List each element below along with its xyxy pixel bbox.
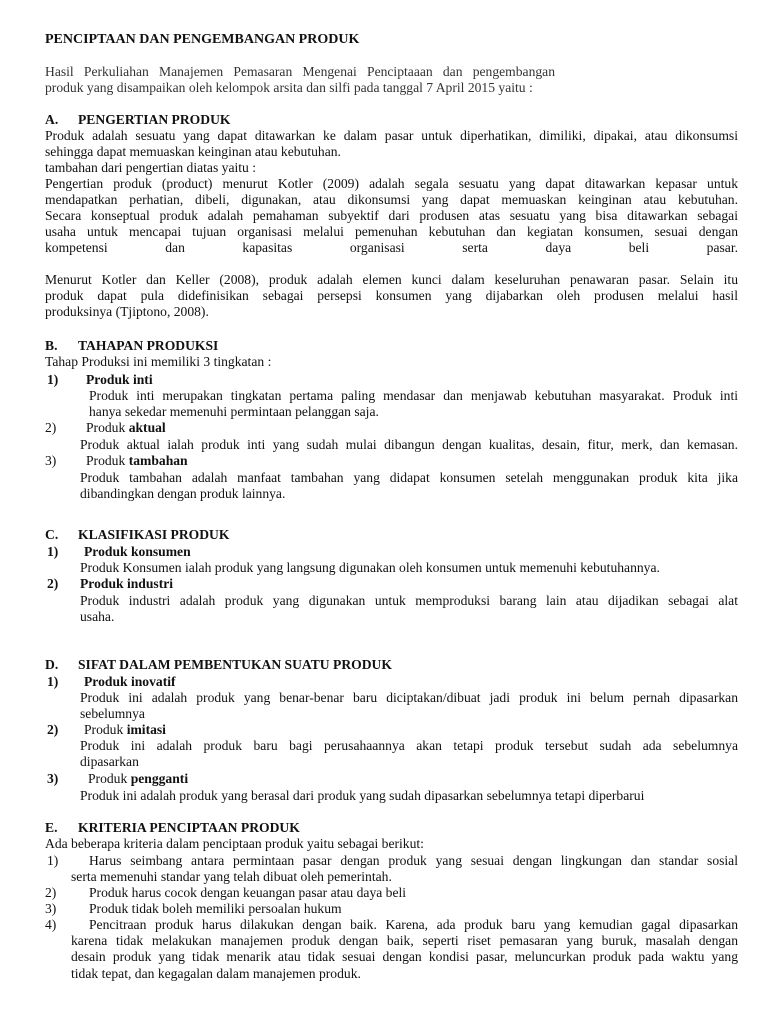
list-item-text: Pencitraan produk harus dilakukan dengan baik. Karena, ada produk baru yang kemudian gagal dipasarkan [89, 917, 738, 932]
list-item-text: dipasarkan [80, 754, 139, 769]
list-item-text: desain produk yang tidak menarik atau tidak sesuai dengan kondisi pasar, meluncurkan produk pada waktu yang [71, 949, 738, 964]
list-item-text: sebelumnya [80, 706, 145, 721]
list-item-text: Produk tidak boleh memiliki persoalan hukum [89, 901, 342, 916]
list-number: 3) [45, 453, 57, 468]
section-a-heading [45, 112, 230, 128]
list-number: 1) [47, 544, 59, 559]
section-e-heading [45, 820, 300, 836]
section-a-letter: A. [45, 112, 59, 127]
list-item-text: usaha. [80, 609, 115, 624]
section-c-heading [45, 527, 229, 543]
list-number: 3) [45, 901, 57, 916]
list-number: 2) [47, 722, 59, 737]
list-number: 2) [45, 420, 57, 435]
list-item-text: Harus seimbang antara permintaan pasar dengan produk yang sesuai dengan lingkungan dan standar sosial [89, 853, 738, 868]
list-item-text: hanya sekedar memenuhi permintaan pelanggan saja. [89, 404, 379, 419]
list-item-title: Produk pengganti [88, 771, 189, 786]
section-a-line: Produk adalah sesuatu yang dapat ditawarkan ke dalam pasar untuk diperhatikan, dimiliki, dipakai, atau dikonsumsi [45, 128, 738, 143]
list-item-text: tidak tepat, dan kegagalan dalam manajemen produk. [71, 966, 361, 981]
list-item-text: Produk tambahan adalah manfaat tambahan yang didapat konsumen setelah menggunakan produk kita jika [80, 470, 738, 485]
section-b-letter: B. [45, 338, 58, 353]
list-item-text: serta memenuhi standar yang telah dibuat oleh pemerintah. [71, 869, 392, 884]
list-number: 2) [45, 885, 57, 900]
section-a-line: sehingga dapat memuaskan keinginan atau kebutuhan. [45, 144, 341, 159]
section-a-line: mendapatkan perhatian, dibeli, digunakan, atau dikonsumsi yang dapat memuaskan keinginan atau kebutuhan. [45, 192, 738, 207]
list-item-title: Produk tambahan [86, 453, 188, 468]
section-a-line: kompetensi dan kapasitas organisasi serta daya beli pasar. [45, 240, 738, 255]
list-item-text: Produk industri adalah produk yang digunakan untuk memproduksi barang lain atau dijadikan sebagai alat [80, 593, 738, 608]
section-a-line: Secara konseptual produk adalah pemahaman subyektif dari produsen atas sesuatu yang bisa ditawarkan sebagai [45, 208, 738, 223]
section-e-title: KRITERIA PENCIPTAAN PRODUK [78, 820, 300, 835]
section-d-letter: D. [45, 657, 59, 672]
list-number: 2) [47, 576, 59, 591]
list-item-title: Produk inovatif [84, 674, 176, 689]
section-b-heading [45, 338, 218, 354]
list-number: 1) [47, 674, 59, 689]
list-item-text: Produk ini adalah produk yang benar-benar baru diciptakan/dibuat jadi produk ini belum pernah dipasarkan [80, 690, 738, 705]
section-b-title: TAHAPAN PRODUKSI [78, 338, 219, 353]
list-item-title: Produk konsumen [84, 544, 191, 559]
list-item-text: Produk inti merupakan tingkatan pertama paling mendasar dan menjawab kebutuhan masyarakat. Produk inti [89, 388, 738, 403]
list-item-text: dibandingkan dengan produk lainnya. [80, 486, 286, 501]
list-number: 4) [45, 917, 57, 932]
section-a-line: Menurut Kotler dan Keller (2008), produk adalah elemen kunci dalam keseluruhan penawaran pasar. Selain itu [45, 272, 738, 287]
section-d-heading [45, 657, 392, 673]
list-item-text: Produk ini adalah produk baru bagi perusahaannya akan tetapi produk tersebut sudah ada sebelumnya [80, 738, 738, 753]
section-a-line: usaha untuk mencapai tujuan organisasi melalui pemenuhan kebutuhan dan kegiatan konsumen, sesuai dengan [45, 224, 738, 239]
section-d-title: SIFAT DALAM PEMBENTUKAN SUATU PRODUK [78, 657, 392, 672]
list-item-text: Produk harus cocok dengan keuangan pasar atau daya beli [89, 885, 407, 900]
list-item-title: Produk imitasi [84, 722, 166, 737]
list-item-text: Produk ini adalah produk yang berasal dari produk yang sudah dipasarkan sebelumnya tetapi diperbarui [80, 788, 645, 803]
section-a-line: Pengertian produk (product) menurut Kotler (2009) adalah segala sesuatu yang dapat ditawarkan kepasar untuk [45, 176, 738, 191]
document-title: PENCIPTAAN DAN PENGEMBANGAN PRODUK [45, 32, 360, 47]
section-e-letter: E. [45, 820, 58, 835]
list-item-title: Produk inti [86, 372, 153, 387]
list-item-text: Produk aktual ialah produk inti yang sudah mulai dibangun dengan kualitas, desain, fitur, merk, dan kemasan. [80, 437, 738, 452]
intro-line-1: Hasil Perkuliahan Manajemen Pemasaran Mengenai Penciptaaan dan pengembangan [45, 64, 555, 79]
section-c-title: KLASIFIKASI PRODUK [78, 527, 230, 542]
section-b-intro: Tahap Produksi ini memiliki 3 tingkatan : [45, 354, 272, 369]
intro-line-2: produk yang disampaikan oleh kelompok arsita dan silfi pada tanggal 7 April 2015 yaitu : [45, 80, 533, 95]
section-a-line: tambahan dari pengertian diatas yaitu : [45, 160, 257, 175]
list-item-title: Produk industri [80, 576, 174, 591]
section-a-line: produksinya (Tjiptono, 2008). [45, 304, 209, 319]
list-number: 1) [47, 853, 59, 868]
list-item-text: Produk Konsumen ialah produk yang langsung digunakan oleh konsumen untuk memenuhi kebutuhannya. [80, 560, 660, 575]
list-number: 3) [47, 771, 59, 786]
section-c-letter: C. [45, 527, 59, 542]
list-item-title: Produk aktual [86, 420, 166, 435]
section-e-intro: Ada beberapa kriteria dalam penciptaan produk yaitu sebagai berikut: [45, 836, 424, 851]
list-item-text: karena tidak melakukan manajemen produk dengan baik, seperti riset pemasaran yang buruk, masalah dengan [71, 933, 738, 948]
list-number: 1) [47, 372, 59, 387]
section-a-line: produk dapat pula didefinisikan sebagai persepsi konsumen yang dijabarkan oleh produsen melalui hasil [45, 288, 738, 303]
section-a-title: PENGERTIAN PRODUK [78, 112, 231, 127]
